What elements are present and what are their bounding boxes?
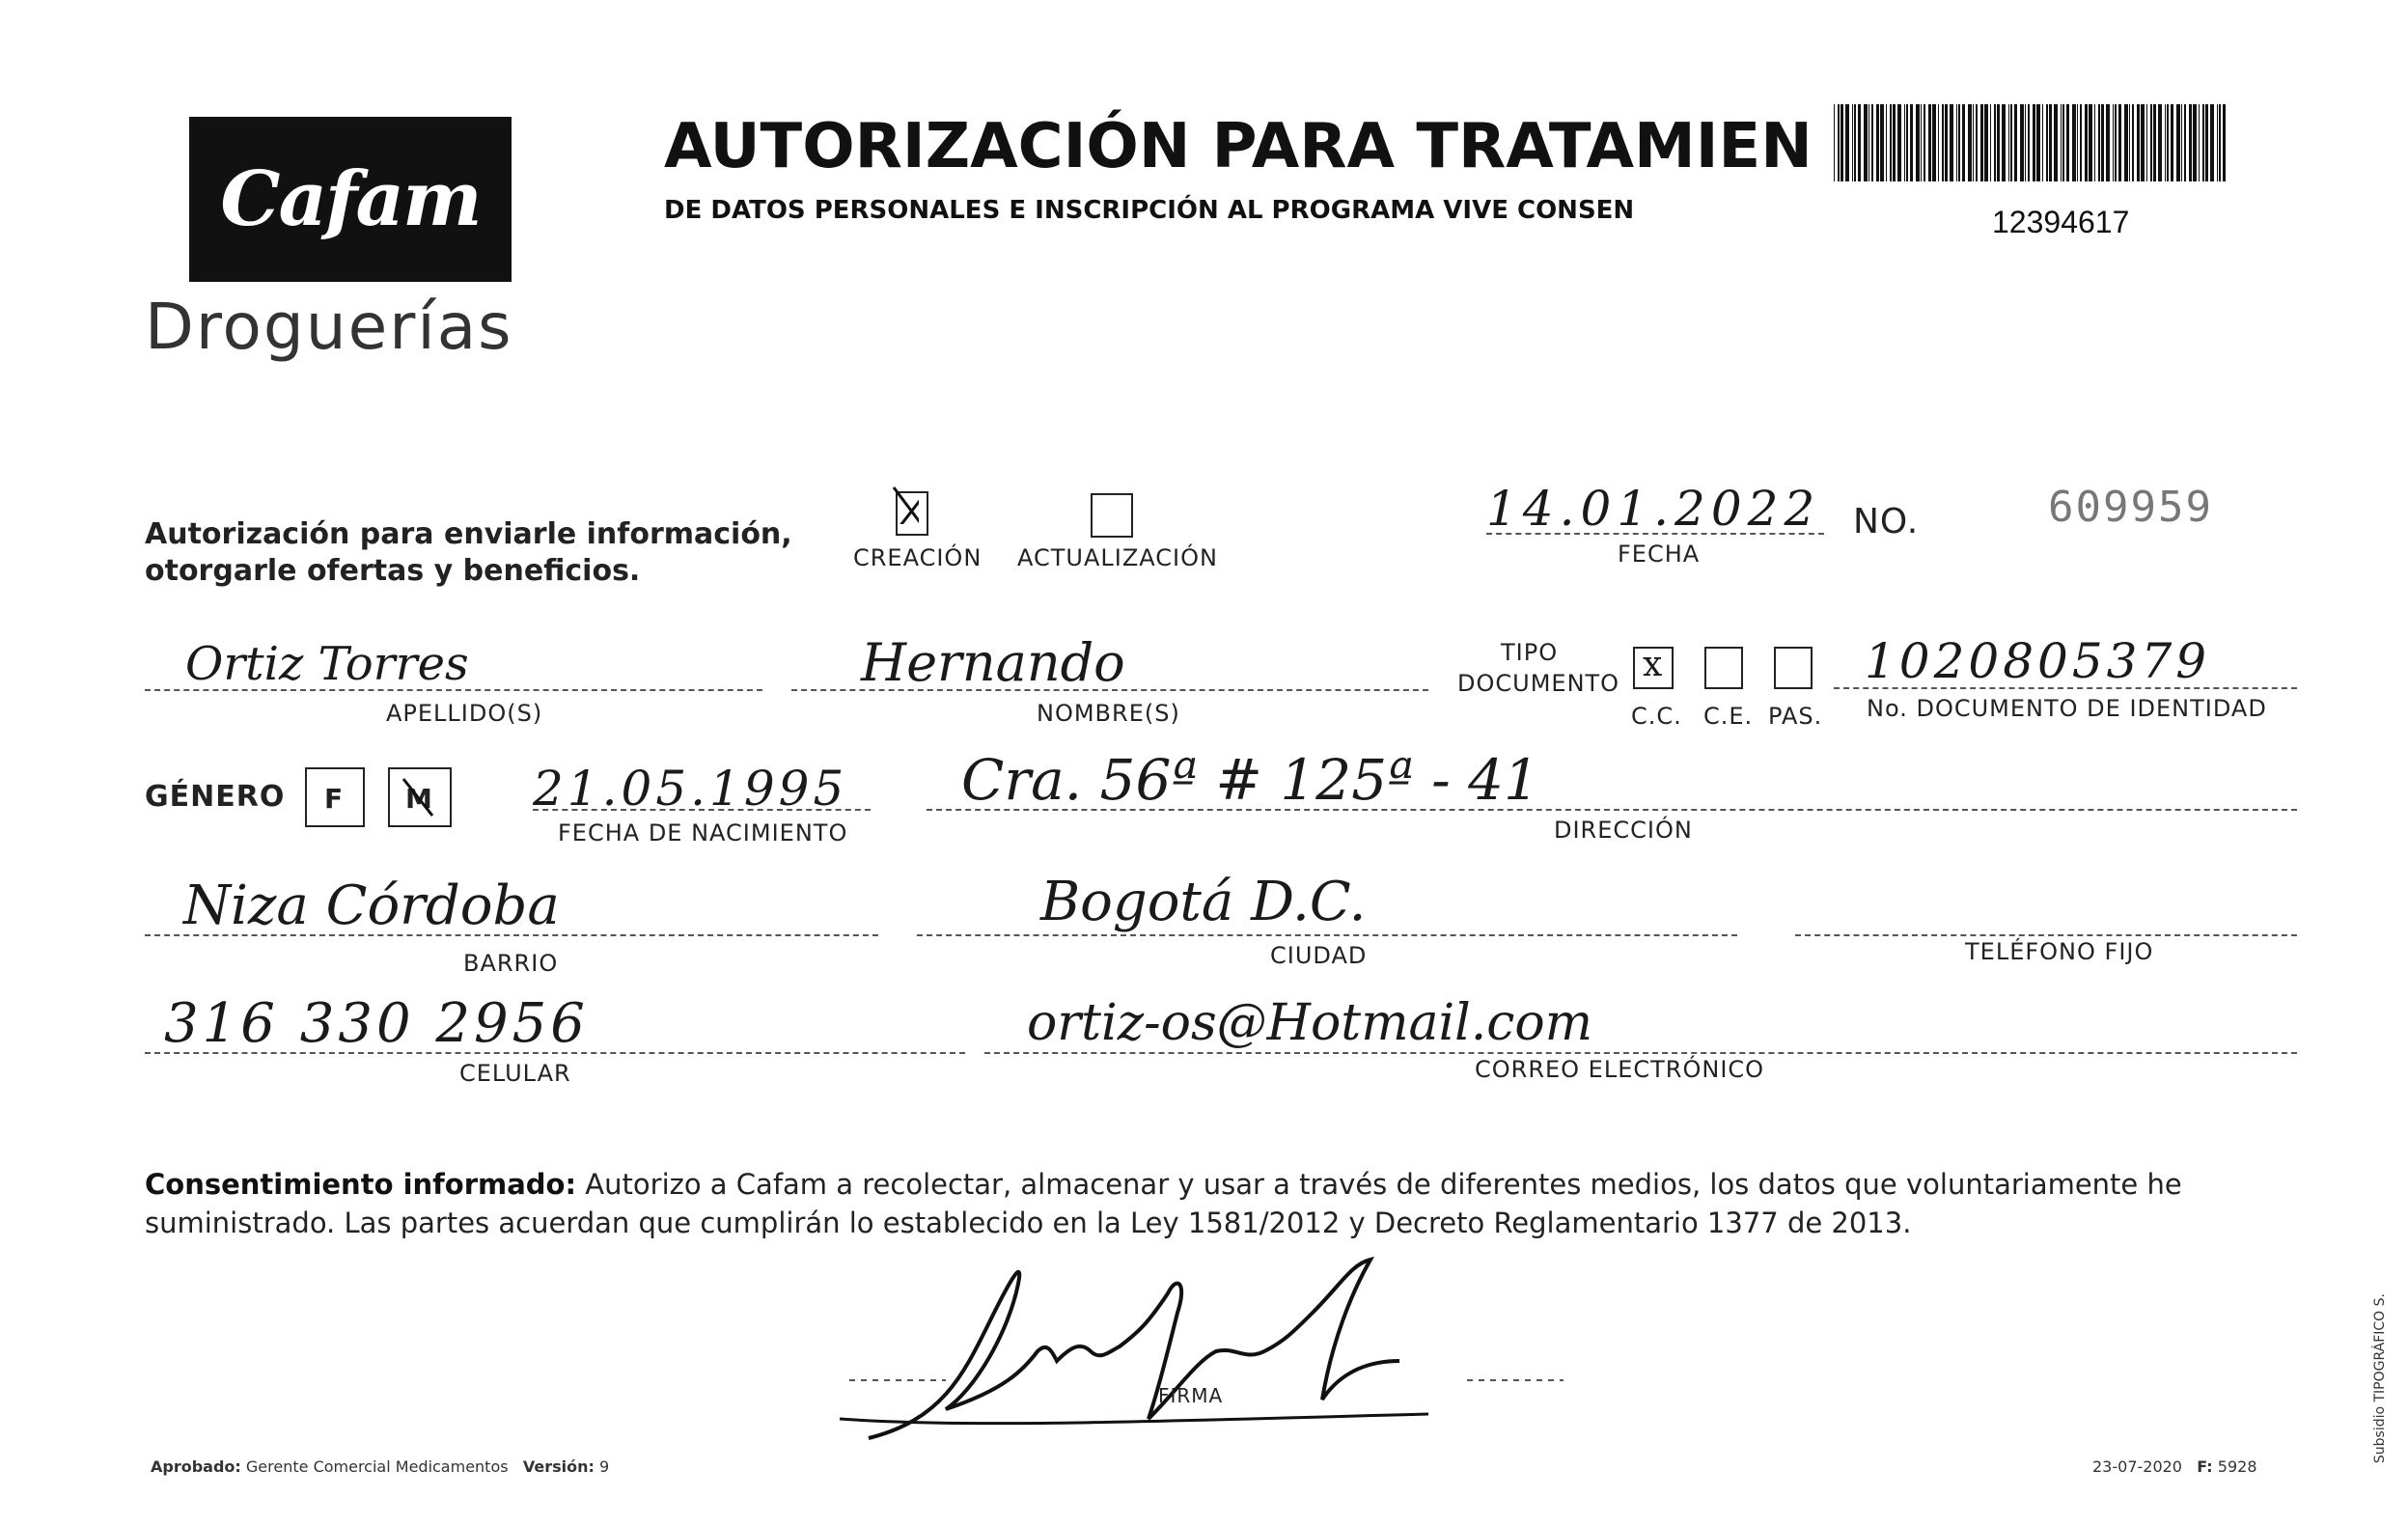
consent-lead: Consentimiento informado: — [145, 1168, 577, 1201]
genero-m-mark-icon — [390, 769, 450, 825]
version-value: 9 — [598, 1457, 610, 1476]
genero-f-box[interactable] — [305, 767, 365, 827]
cc-label: C.C. — [1631, 703, 1682, 730]
logo-text: Cafam — [220, 155, 481, 243]
barrio-value: Niza Córdoba — [183, 874, 560, 937]
genero-label: GÉNERO — [145, 780, 286, 814]
documento-value: 1020805379 — [1865, 633, 2211, 689]
fecha-value: 14.01.2022 — [1486, 481, 1821, 537]
form-label: F: — [2197, 1457, 2213, 1476]
footer-aprobado — [151, 1457, 609, 1476]
consent-paragraph — [145, 1165, 2287, 1242]
ce-checkbox[interactable] — [1704, 647, 1743, 689]
cc-mark: x — [1643, 645, 1663, 684]
footer-date-form — [2092, 1457, 2257, 1476]
signature-image — [830, 1255, 1564, 1448]
cc-checkbox[interactable] — [1633, 647, 1674, 689]
celular-label: CELULAR — [459, 1060, 571, 1087]
cafam-logo — [189, 117, 512, 282]
version-label: Versión: — [522, 1457, 595, 1476]
subbrand-text: Droguerías — [145, 290, 513, 364]
nombre-label: NOMBRE(S) — [1037, 700, 1180, 727]
form-title: AUTORIZACIÓN PARA TRATAMIEN — [664, 111, 1813, 182]
creacion-label: CREACIÓN — [853, 544, 983, 571]
celular-value: 316 330 2956 — [164, 992, 589, 1055]
consent-text: Autorizo a Cafam a recolectar, almacenar y usar a través de diferentes medios, los datos que voluntariamente he suministrado. Las partes acuerdan que cumplirán lo establecido en la Ley 1581/2012 y Decreto Reglamentario 1377 de 2013. — [145, 1168, 2182, 1239]
fecha-label: FECHA — [1618, 541, 1701, 568]
footer-date: 23-07-2020 — [2092, 1457, 2182, 1476]
tipo-label-2: DOCUMENTO — [1457, 670, 1620, 697]
email-label: CORREO ELECTRÓNICO — [1475, 1056, 1765, 1083]
genero-f-label: F — [324, 783, 345, 815]
genero-m-label: M — [405, 783, 433, 815]
actualizacion-checkbox[interactable] — [1091, 493, 1133, 538]
side-printer-text: Subsidio TIPOGRÁFICO S. — [2372, 1293, 2388, 1464]
apellidos-value: Ortiz Torres — [185, 637, 469, 691]
ce-label: C.E. — [1703, 703, 1754, 730]
aprobado-value: Gerente Comercial Medicamentos — [245, 1457, 509, 1476]
genero-m-box[interactable] — [388, 767, 452, 827]
direccion-label: DIRECCIÓN — [1554, 817, 1693, 844]
barrio-label: BARRIO — [463, 950, 559, 977]
tipo-label-1: TIPO — [1501, 639, 1559, 666]
ciudad-label: CIUDAD — [1270, 942, 1368, 969]
authorization-line-2: otorgarle ofertas y beneficios. — [145, 554, 641, 588]
creacion-checkbox[interactable] — [896, 491, 928, 536]
firma-label: FIRMA — [1158, 1384, 1224, 1407]
ciudad-value: Bogotá D.C. — [1040, 871, 1367, 933]
pas-label: PAS. — [1768, 703, 1823, 730]
form-value: 5928 — [2217, 1457, 2257, 1476]
authorization-line-1: Autorización para enviarle información, — [145, 517, 792, 551]
actualizacion-label: ACTUALIZACIÓN — [1017, 544, 1218, 571]
documento-label: No. DOCUMENTO DE IDENTIDAD — [1867, 695, 2267, 722]
no-label: NO. — [1853, 502, 1920, 541]
form-subtitle: DE DATOS PERSONALES E INSCRIPCIÓN AL PROGRAMA VIVE CONSEN — [664, 196, 1635, 225]
barcode-image — [1834, 104, 2229, 181]
no-value: 609959 — [2048, 483, 2213, 532]
nombre-value: Hernando — [861, 632, 1125, 693]
aprobado-label: Aprobado: — [151, 1457, 241, 1476]
nacimiento-label: FECHA DE NACIMIENTO — [558, 819, 848, 846]
barcode-number: 12394617 — [1992, 205, 2130, 239]
nacimiento-value: 21.05.1995 — [533, 761, 848, 817]
direccion-value: Cra. 56ª # 125ª - 41 — [961, 747, 1539, 813]
check-mark-icon — [890, 484, 919, 524]
email-value: ortiz-os@Hotmail.com — [1027, 994, 1593, 1052]
telefono-fijo-label: TELÉFONO FIJO — [1965, 938, 2154, 965]
apellidos-label: APELLIDO(S) — [386, 700, 543, 727]
pas-checkbox[interactable] — [1774, 647, 1813, 689]
